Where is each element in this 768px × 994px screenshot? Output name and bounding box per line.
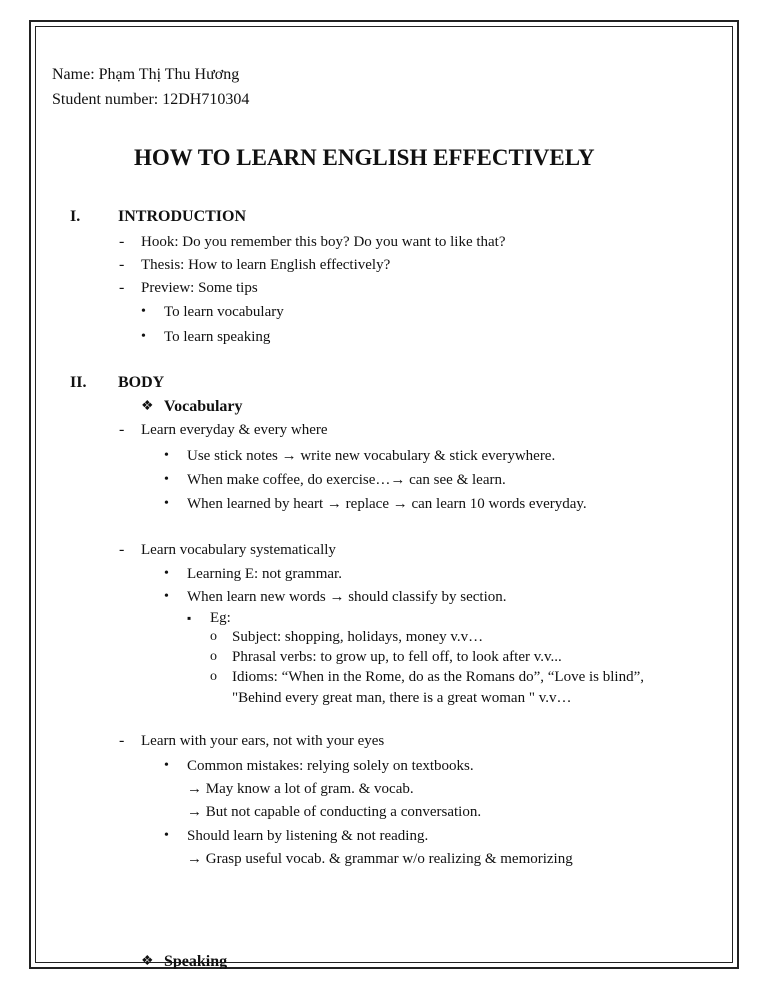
example-subject: Subject: shopping, holidays, money v.v…	[232, 629, 484, 645]
section-heading-intro: INTRODUCTION	[118, 208, 247, 225]
dash-marker: -	[119, 233, 125, 250]
tip-common-mistakes: Common mistakes: relying solely on textbooks.	[187, 758, 474, 774]
vocabulary-heading: Vocabulary	[164, 398, 243, 415]
point-systematically: Learn vocabulary systematically	[141, 542, 336, 558]
tip-classify: When learn new words → should classify by section.	[187, 589, 507, 605]
example-idioms-continued: "Behind every great man, there is a great woman " v.v…	[232, 690, 572, 706]
bullet-icon: •	[164, 472, 169, 487]
tip-make-coffee: When make coffee, do exercise…→ can see & learn.	[187, 472, 506, 488]
circle-bullet-icon: o	[210, 649, 217, 664]
speaking-heading: Speaking	[164, 955, 228, 969]
circle-bullet-icon: o	[210, 669, 217, 684]
example-idioms: Idioms: “When in the Rome, do as the Romans do”, “Love is blind”,	[232, 669, 645, 685]
example-phrasal-verbs: Phrasal verbs: to grow up, to fell off, to look after v.v...	[232, 649, 562, 665]
square-bullet-icon: ▪	[187, 611, 192, 625]
consequence-not-capable: → But not capable of conducting a conversation.	[187, 804, 482, 820]
example-label: Eg:	[210, 610, 231, 626]
bullet-icon: •	[164, 448, 169, 463]
bullet-icon: •	[164, 566, 169, 581]
document-title: HOW TO LEARN ENGLISH EFFECTIVELY	[134, 145, 595, 170]
speaking-heading-clipped	[118, 955, 278, 969]
tip-not-grammar: Learning E: not grammar.	[187, 566, 342, 582]
section-numeral-body: II.	[70, 374, 87, 391]
diamond-icon: ❖	[141, 399, 154, 414]
point-learn-everyday: Learn everyday & every where	[141, 422, 328, 438]
tip-vocabulary: To learn vocabulary	[164, 304, 284, 320]
dash-marker: -	[119, 541, 125, 558]
student-number: Student number: 12DH710304	[52, 91, 250, 108]
dash-marker: -	[119, 421, 125, 438]
intro-preview: Preview: Some tips	[141, 280, 258, 296]
dash-marker: -	[119, 732, 125, 749]
bullet-icon: •	[164, 758, 169, 773]
tip-learn-by-heart: When learned by heart → replace → can learn 10 words everyday.	[187, 496, 587, 512]
bullet-icon: •	[164, 496, 169, 511]
point-learn-with-ears: Learn with your ears, not with your eyes	[141, 733, 385, 749]
dash-marker: -	[119, 279, 125, 296]
circle-bullet-icon: o	[210, 629, 217, 644]
section-numeral-intro: I.	[70, 208, 81, 225]
bullet-icon: •	[141, 304, 146, 319]
bullet-icon: •	[164, 589, 169, 604]
section-heading-body: BODY	[118, 374, 165, 391]
consequence-know-lot: → May know a lot of gram. & vocab.	[187, 781, 414, 797]
tip-stick-notes: Use stick notes → write new vocabulary & stick everywhere.	[187, 448, 556, 464]
tip-speaking: To learn speaking	[164, 329, 271, 345]
dash-marker: -	[119, 256, 125, 273]
consequence-grasp-vocab: → Grasp useful vocab. & grammar w/o realizing & memorizing	[187, 851, 573, 867]
diamond-icon: ❖	[141, 955, 154, 969]
bullet-icon: •	[164, 828, 169, 843]
intro-hook: Hook: Do you remember this boy? Do you want to like that?	[141, 234, 506, 250]
bullet-icon: •	[141, 329, 146, 344]
tip-learn-by-listening: Should learn by listening & not reading.	[187, 828, 429, 844]
intro-thesis: Thesis: How to learn English effectively?	[141, 257, 391, 273]
student-name: Name: Phạm Thị Thu Hương	[52, 66, 240, 83]
